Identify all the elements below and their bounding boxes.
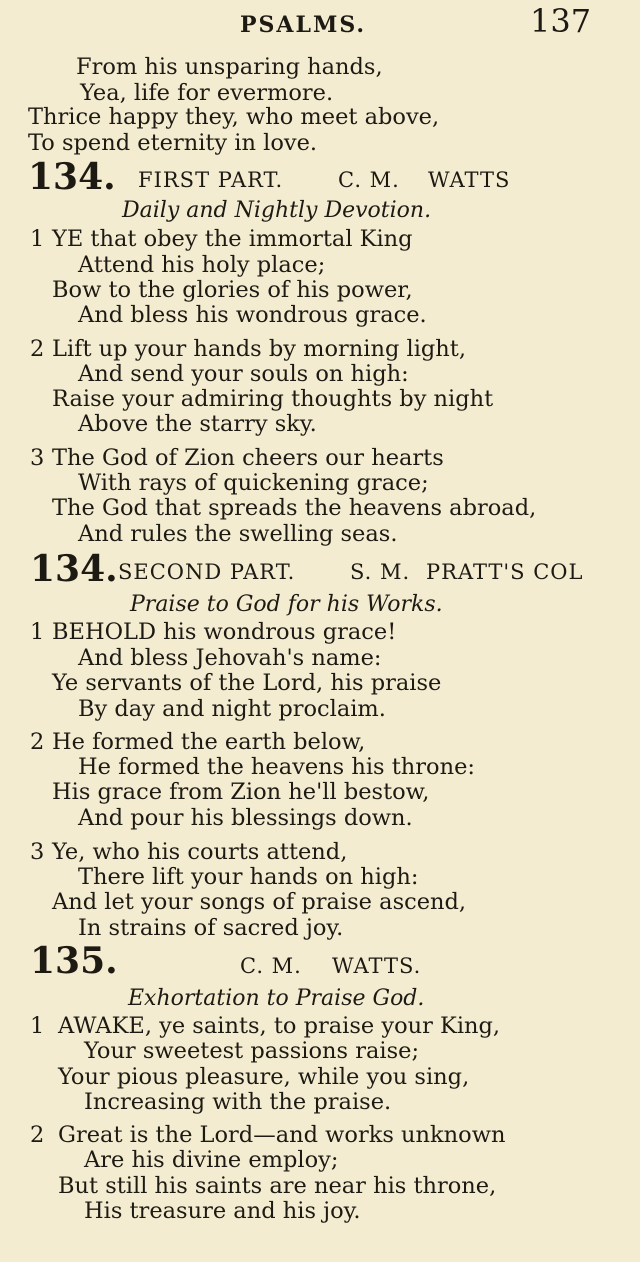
- verse-line: He formed the earth below,: [52, 729, 366, 755]
- verse-line: There lift your hands on high:: [78, 864, 419, 890]
- verse-line: The God of Zion cheers our hearts: [52, 445, 444, 471]
- verse-line: Ye servants of the Lord, his praise: [52, 670, 442, 696]
- hymn-author: WATTS.: [332, 954, 422, 978]
- verse-line: Are his divine employ;: [84, 1147, 339, 1173]
- page-number: 137: [530, 2, 592, 40]
- stanza-number: 2: [30, 729, 45, 755]
- verse-line: Bow to the glories of his power,: [52, 277, 413, 303]
- verse-line: YE that obey the immortal King: [52, 226, 413, 252]
- verse-line: The God that spreads the heavens abroad,: [52, 495, 537, 521]
- hymn-part: SECOND PART.: [118, 560, 296, 584]
- verse-line: Your sweetest passions raise;: [84, 1038, 420, 1064]
- verse-line: Lift up your hands by morning light,: [52, 336, 466, 362]
- verse-line: By day and night proclaim.: [78, 696, 386, 722]
- hymn-meter: C. M.: [338, 168, 400, 192]
- verse-line: And send your souls on high:: [78, 361, 409, 387]
- hymn-number: 135.: [30, 940, 118, 982]
- verse-line: His grace from Zion he'll bestow,: [52, 779, 430, 805]
- verse-line: In strains of sacred joy.: [78, 915, 344, 941]
- verse-line: To spend eternity in love.: [28, 130, 318, 156]
- hymn-part: FIRST PART.: [138, 168, 284, 192]
- verse-line: With rays of quickening grace;: [78, 470, 429, 496]
- stanza-number: 1: [30, 1013, 45, 1039]
- hymn-meter: S. M.: [350, 560, 411, 584]
- verse-line: Attend his holy place;: [78, 252, 326, 278]
- verse-line: He formed the heavens his throne:: [78, 754, 475, 780]
- verse-line: BEHOLD his wondrous grace!: [52, 619, 397, 645]
- verse-line: Your pious pleasure, while you sing,: [58, 1064, 470, 1090]
- verse-line: And bless Jehovah's name:: [78, 645, 382, 671]
- verse-line: Raise your admiring thoughts by night: [52, 386, 494, 412]
- verse-line: Above the starry sky.: [78, 411, 317, 437]
- stanza-number: 2: [30, 1122, 45, 1148]
- running-title: PSALMS.: [240, 12, 367, 38]
- hymn-number: 134.: [30, 548, 118, 590]
- hymn-number: 134.: [28, 156, 116, 198]
- hymn-subtitle: Exhortation to Praise God.: [128, 986, 425, 1011]
- verse-line: But still his saints are near his throne,: [58, 1173, 497, 1199]
- hymn-meter: C. M.: [240, 954, 302, 978]
- verse-line: Ye, who his courts attend,: [52, 839, 348, 865]
- hymn-author: PRATT'S COL: [426, 560, 584, 584]
- verse-line: And pour his blessings down.: [78, 805, 413, 831]
- hymn-author: WATTS: [428, 168, 511, 192]
- hymn-subtitle: Praise to God for his Works.: [130, 592, 443, 617]
- verse-line: From his unsparing hands,: [76, 54, 383, 80]
- verse-line: And let your songs of praise ascend,: [52, 889, 467, 915]
- verse-line: AWAKE, ye saints, to praise your King,: [58, 1013, 501, 1039]
- verse-line: His treasure and his joy.: [84, 1198, 361, 1224]
- verse-line: Yea, life for evermore.: [80, 80, 334, 106]
- verse-line: Increasing with the praise.: [84, 1089, 392, 1115]
- stanza-number: 3: [30, 839, 45, 865]
- stanza-number: 1: [30, 226, 45, 252]
- hymn-subtitle: Daily and Nightly Devotion.: [122, 198, 432, 223]
- verse-line: And bless his wondrous grace.: [78, 302, 427, 328]
- stanza-number: 1: [30, 619, 45, 645]
- stanza-number: 2: [30, 336, 45, 362]
- verse-line: And rules the swelling seas.: [78, 521, 398, 547]
- stanza-number: 3: [30, 445, 45, 471]
- verse-line: Great is the Lord—and works unknown: [58, 1122, 506, 1148]
- verse-line: Thrice happy they, who meet above,: [28, 104, 440, 130]
